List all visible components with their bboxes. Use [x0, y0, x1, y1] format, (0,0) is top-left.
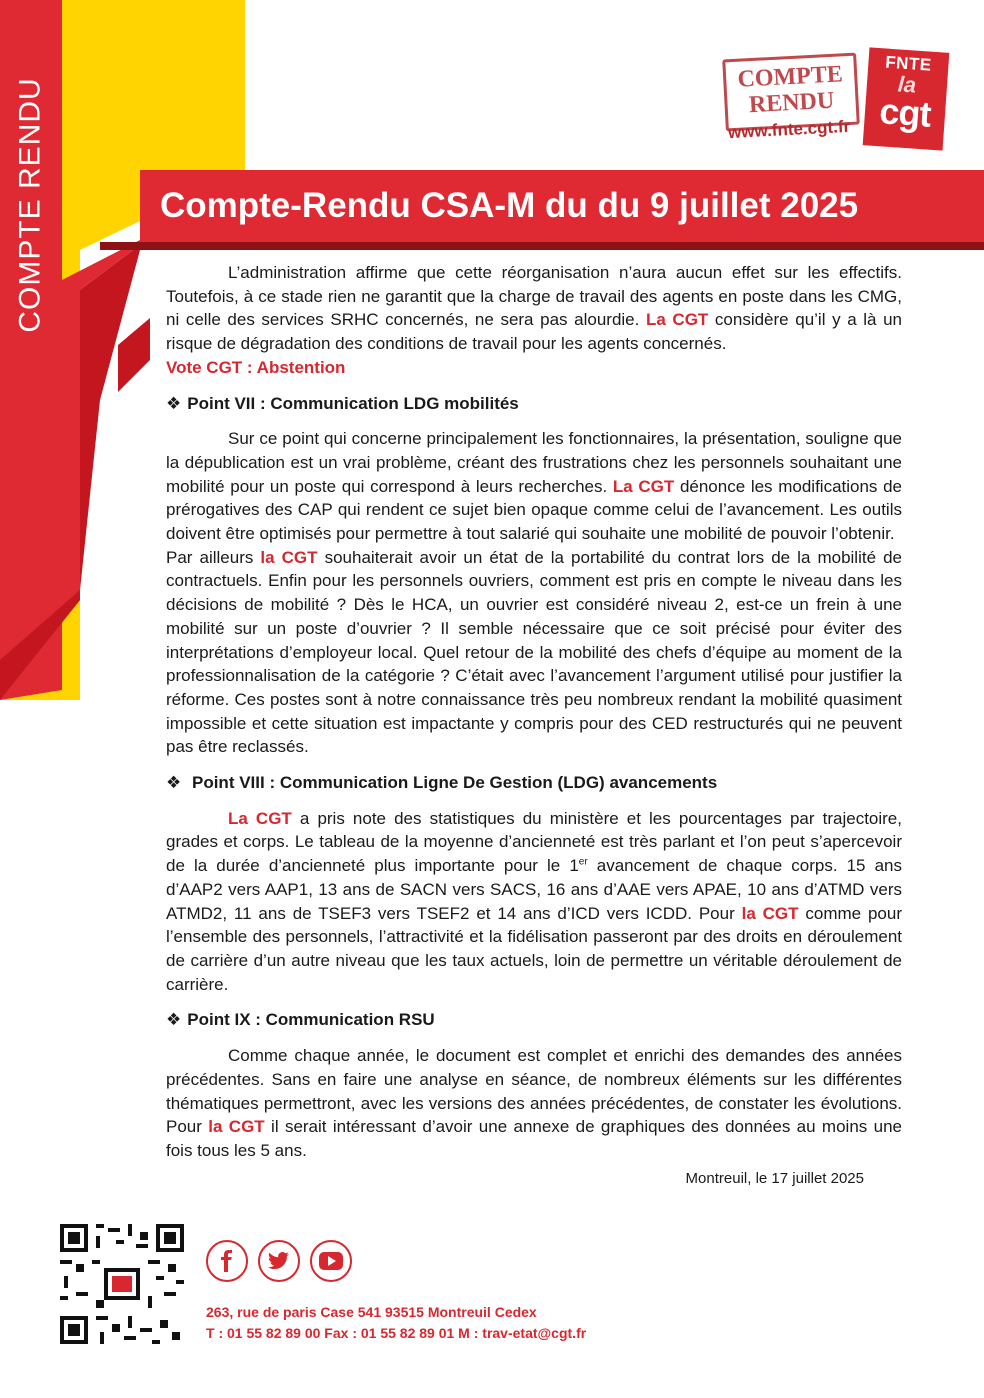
fnte-cgt-logo: FNTE la cgt [863, 47, 950, 150]
side-label: COMPTE RENDU [14, 77, 47, 333]
point-ix-paragraph: Comme chaque année, le document est complet et enrichi des demandes des années précédentes. Sans en faire une analyse en séance, de nombreux éléments sur les différentes thématiques permettront, avec les versions des années précédentes, de constater les évolutions. Pour la CGT il serait intéressant d’avoir une annexe de graphiques des données au moins une fois tous les 5 ans. [166, 1046, 902, 1160]
point-vii-paragraph-2: Par ailleurs la CGT souhaiterait avoir un état de la portabilité du contrat lors de la mobilité de contractuels. Enfin pour les personnels ouvriers, comment est pris en compte le niveau dans les décisions de mobilité ? Dès le HCA, un ouvrier est considéré niveau 2, est-ce un frein à une mobilité sur un poste d’ouvrier ? Il semble nécessaire que ce soit précisé pour éviter des interprétations d’employeur local. Quel retour de la mobilité des chefs d’équipe au moment de la professionnalisation de la catégorie ? C’était avec l’avancement l’argument utilisé pour justifier la réforme. Ces postes sont à notre connaissance très peu nombreux rendant la mobilité quasiment impossible et cette situation est impactante y compris pour des CED restructurés qui ne peuvent pas être reclassés. [166, 547, 902, 757]
page-title: Compte-Rendu CSA-M du du 9 juillet 2025 [160, 186, 859, 225]
qr-code[interactable] [60, 1224, 184, 1344]
signoff-date: Montreuil, le 17 juillet 2025 [685, 1169, 864, 1187]
diamond-bullet-icon: ❖ [166, 773, 182, 793]
website-link[interactable]: www.fnte.cgt.fr [727, 116, 851, 143]
facebook-icon [217, 1250, 237, 1272]
point-ix-heading: ❖ Point IX : Communication RSU [166, 1010, 435, 1030]
compte-rendu-stamp: COMPTE RENDU [722, 53, 860, 132]
point-viii-heading: ❖ Point VIII : Communication Ligne De Gestion (LDG) avancements [166, 773, 718, 793]
point-vii-heading: ❖ Point VII : Communication LDG mobilités [166, 393, 519, 413]
youtube-button[interactable] [310, 1240, 352, 1282]
diamond-bullet-icon: ❖ [166, 1010, 182, 1030]
title-banner-underline [100, 242, 984, 250]
vote-line: Vote CGT : Abstention [166, 357, 346, 377]
intro-paragraph: L’administration affirme que cette réorganisation n’aura aucun effet sur les effectifs. Toutefois, à ce stade rien ne garantit que la charge de travail des agents en poste dans les CMG, ni celle des services SRHC concernés, ne sera pas alourdie. La CGT considère qu’il y a là un risque de dégradation des conditions de travail pour les agents concernés. [166, 263, 903, 354]
footer-phone-email: T : 01 55 82 89 00 Fax : 01 55 82 89 01 M : trav-etat@cgt.fr [206, 1325, 587, 1341]
point-vii-paragraph-1: Sur ce point qui concerne principalement les fonctionnaires, la présentation, souligne que la dépublication est un vrai problème, créant des frustrations chez les personnels souhaitant une mobilité pour un poste qui correspond à leurs recherches. La CGT dénonce les modifications de prérogatives des CAP qui rendent ce sujet bien opaque comme celui de l’avancement. Les outils doivent être optimisés pour permettre à tout salarié qui souhaite une mobilité de pouvoir l’obtenir. [166, 429, 902, 544]
youtube-icon [319, 1252, 343, 1270]
footer-contact [206, 1302, 586, 1344]
twitter-icon [268, 1251, 290, 1271]
point-viii-paragraph: La CGT a pris note des statistiques du ministère et les pourcentages par trajectoire, grades et corps. Le tableau de la moyenne d’ancienneté est très parlant et l’on peut s’apercevoir de la durée d’ancienneté plus importante pour le 1er avancement de chaque corps. 15 ans d’AAP2 vers AAP1, 13 ans de SACN vers SACS, 16 ans d’AAE vers APAE, 10 ans d’ATMD vers ATMD2, 11 ans de TSEF3 vers TSEF2 et 14 ans d’ICD vers ICDD. Pour la CGT comme pour l’ensemble des personnels, l’attractivité et la fidélisation passeront par des droits en déroulement de carrière d’un autre niveau que les taux actuels, loin de permettre un véritable déroulement de carrière. [166, 808, 902, 994]
document-body [166, 261, 902, 1190]
facebook-button[interactable] [206, 1240, 248, 1282]
twitter-button[interactable] [258, 1240, 300, 1282]
diamond-bullet-icon: ❖ [166, 393, 182, 413]
footer-address: 263, rue de paris Case 541 93515 Montreuil Cedex [206, 1304, 537, 1320]
